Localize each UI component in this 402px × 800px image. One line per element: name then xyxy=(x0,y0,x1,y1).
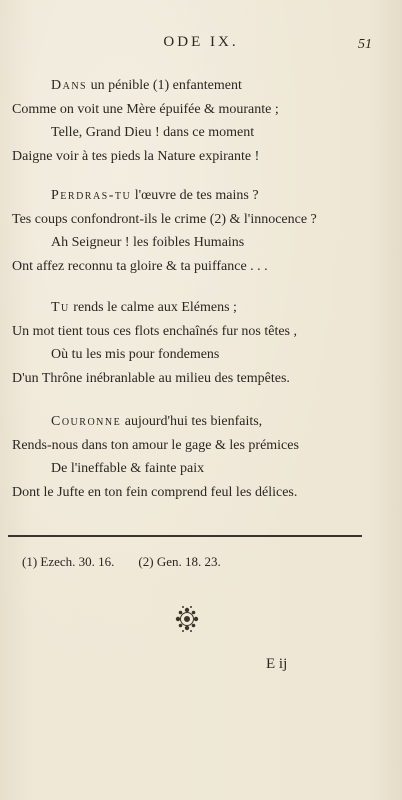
verse-line: Ah Seigneur ! les foibles Humains xyxy=(51,235,245,250)
floral-ornament-icon xyxy=(172,604,202,634)
footnote-2: (2) Gen. 18. 23. xyxy=(138,554,221,569)
verse-lead-word: Tu xyxy=(51,300,70,315)
verse-line: Un mot tient tous ces flots enchaînés fur nos têtes , xyxy=(12,323,297,339)
verse-text: l'œuvre de tes mains ? xyxy=(131,188,259,203)
verse-line xyxy=(0,296,402,320)
verse-line: Tes coups confondront-ils le crime (2) & l'innocence ? xyxy=(12,211,317,227)
stanza-1 xyxy=(0,74,402,168)
footnotes xyxy=(22,554,221,570)
verse-line: Comme on voit une Mère épuifée & mourante ; xyxy=(12,101,279,117)
verse-text: un pénible (1) enfantement xyxy=(87,78,242,93)
verse-lead-word: Perdras-tu xyxy=(51,188,132,203)
verse-line: Daigne voir à tes pieds la Nature expirante ! xyxy=(12,148,260,164)
verse-text: aujourd'hui tes bienfaits, xyxy=(121,414,263,429)
verse-line: Rends-nous dans ton amour le gage & les prémices xyxy=(12,437,299,453)
signature-mark: E ij xyxy=(266,656,288,672)
verse-line xyxy=(0,184,402,208)
verse-line xyxy=(0,74,402,98)
verse-lead-word: Couronne xyxy=(51,414,122,429)
stanza-4 xyxy=(0,410,402,504)
verse-line: D'un Thrône inébranlable au milieu des tempêtes. xyxy=(12,370,290,386)
verse-line xyxy=(0,410,402,434)
footnote-divider xyxy=(8,535,362,537)
verse-line: Où tu les mis pour fondemens xyxy=(51,347,220,362)
verse-lead-word: Dans xyxy=(51,78,88,93)
verse-line: Telle, Grand Dieu ! dans ce moment xyxy=(51,125,255,140)
page-number: 51 xyxy=(358,37,372,52)
verse-text: rends le calme aux Elémens ; xyxy=(69,300,237,315)
page-title: ODE IX. xyxy=(163,34,239,50)
footnote-1: (1) Ezech. 30. 16. xyxy=(22,554,115,569)
stanza-2 xyxy=(0,184,402,278)
verse-line: Ont affez reconnu ta gloire & ta puiffance . . . xyxy=(12,258,268,274)
verse-line: De l'ineffable & fainte paix xyxy=(51,461,205,476)
verse-line: Dont le Jufte en ton fein comprend feul les délices. xyxy=(12,484,298,500)
stanza-3 xyxy=(0,296,402,390)
